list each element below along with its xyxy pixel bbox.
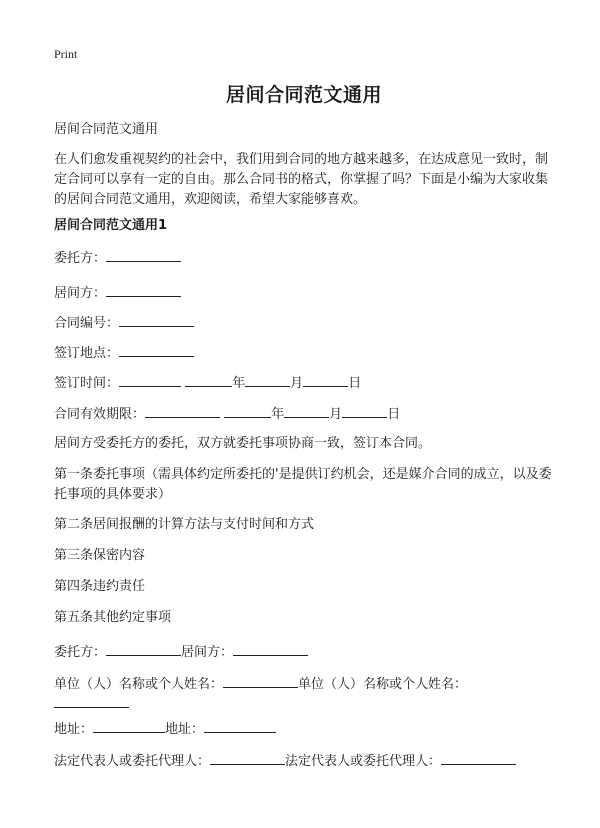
clause-article-3: 第三条保密内容 — [54, 548, 146, 563]
clause-article-1: 第一条委托事项（需具体约定所委托的'是提供订约机会，还是媒介合同的成立，以及委托事项的具体要求） — [54, 467, 552, 502]
sign-legal-rep-blank-1 — [210, 750, 285, 765]
sign-client-blank — [106, 641, 181, 656]
sign-unit-names-wrap — [54, 693, 129, 715]
sign-broker-blank — [233, 641, 308, 656]
sign-unit-name-label-1: 单位（人）名称或个人姓名： — [54, 677, 224, 692]
sign-address-blank-2 — [204, 718, 276, 733]
field-sign-time-blank — [119, 372, 181, 387]
clause-agreement: 居间方受委托方的委托，双方就委托事项协商一致，签订本合同。 — [54, 436, 432, 451]
sign-client-label: 委托方： — [54, 645, 107, 660]
section-heading: 居间合同范文通用1 — [54, 218, 168, 233]
print-link[interactable]: Print — [54, 47, 78, 61]
field-broker — [54, 282, 181, 304]
sign-address-label-2: 地址： — [165, 722, 205, 737]
field-validity-month: 月 — [329, 407, 343, 422]
sign-parties — [54, 641, 308, 663]
field-broker-label: 居间方： — [54, 286, 107, 301]
field-validity-day: 日 — [387, 407, 401, 422]
field-validity-day-blank — [342, 403, 387, 418]
field-sign-place — [54, 342, 194, 364]
field-sign-time-month: 月 — [290, 376, 304, 391]
page-title: 居间合同范文通用 — [225, 84, 382, 106]
sign-legal-reps — [54, 750, 516, 772]
sign-address-label-1: 地址： — [54, 722, 94, 737]
field-sign-place-blank — [119, 342, 194, 357]
field-validity-label: 合同有效期限： — [54, 407, 146, 422]
clause-article-2: 第二条居间报酬的计算方法与支付时间和方式 — [54, 517, 315, 532]
sign-broker-label: 居间方： — [181, 645, 234, 660]
intro-subtitle: 居间合同范文通用 — [54, 122, 159, 137]
sign-unit-name-label-2: 单位（人）名称或个人姓名： — [298, 677, 468, 692]
field-client-label: 委托方： — [54, 251, 107, 266]
sign-legal-rep-label-1: 法定代表人或委托代理人： — [54, 754, 211, 769]
field-sign-place-label: 签订地点： — [54, 346, 120, 361]
field-validity-year: 年 — [271, 407, 285, 422]
clause-article-5: 第五条其他约定事项 — [54, 610, 172, 625]
field-validity-month-blank — [284, 403, 329, 418]
field-sign-time — [54, 372, 361, 394]
field-sign-time-label: 签订时间： — [54, 376, 120, 391]
field-validity-year-blank — [224, 403, 271, 418]
field-sign-time-day-blank — [303, 372, 348, 387]
sign-legal-rep-label-2: 法定代表人或委托代理人： — [285, 754, 442, 769]
sign-unit-names — [54, 673, 467, 695]
field-sign-time-day: 日 — [348, 376, 362, 391]
field-client — [54, 247, 181, 269]
field-client-blank — [106, 247, 181, 262]
sign-unit-name-blank-1 — [223, 673, 298, 688]
intro-paragraph: 在人们愈发重视契约的社会中，我们用到合同的地方越来越多，在达成意见一致时，制定合同可以享有一定的自由。那么合同书的格式，你掌握了吗？下面是小编为大家收集的居间合同范文通用，欢迎阅读，希望大家能够喜欢。 — [54, 152, 549, 207]
field-sign-time-year: 年 — [232, 376, 246, 391]
clause-article-4: 第四条违约责任 — [54, 579, 146, 594]
sign-legal-rep-blank-2 — [441, 750, 516, 765]
field-contract-no-blank — [119, 312, 194, 327]
field-sign-time-year-blank — [185, 372, 232, 387]
field-contract-no-label: 合同编号： — [54, 316, 120, 331]
field-contract-no — [54, 312, 194, 334]
sign-addresses — [54, 718, 276, 740]
sign-unit-name-blank-2 — [54, 693, 129, 708]
field-broker-blank — [106, 282, 181, 297]
field-validity-blank — [145, 403, 220, 418]
sign-address-blank-1 — [93, 718, 165, 733]
field-sign-time-month-blank — [245, 372, 290, 387]
field-validity — [54, 403, 400, 425]
